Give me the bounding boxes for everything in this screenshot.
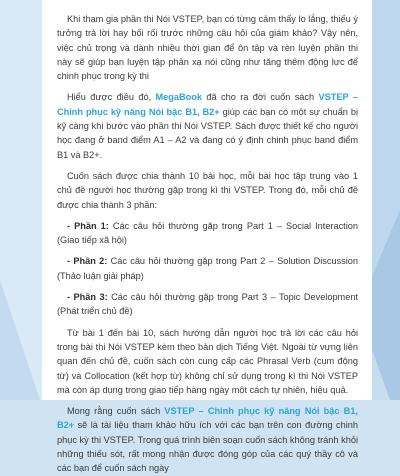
- part-3-item: - Phần 3: Các câu hỏi thường gặp trong Part 3 – Topic Development (Phát triển chủ đề): [57, 292, 358, 317]
- part-1-item: - Phần 1: Các câu hỏi thường gặp trong Part 1 – Social Interaction (Giao tiếp xã hội): [57, 220, 358, 246]
- part-1-label: - Phần 1:: [67, 220, 109, 231]
- paragraph-intro: Khi tham gia phần thi Nói VSTEP, bạn có từng cảm thấy lo lắng, thiếu ý tưởng trả lời hay bối rối trước những câu hỏi của giám khảo? Vậy nên, việc chủ trọng và dành nhiều thời gian để ôn tập và rèn luyện phần thi này sẽ giúp bạn luyện tập phản xạ nói cũng như tăng thêm động lực để chinh phục trong kỳ thi: [57, 14, 358, 82]
- document-page: [42, 0, 372, 474]
- part-2-label: - Phần 2:: [67, 256, 108, 267]
- book-title-closing: VSTEP – Chinh phục kỹ năng Nói bậc B1, B2+: [57, 406, 358, 431]
- paragraph-lessons: Từ bài 1 đến bài 10, sách hướng dẫn người học trả lời các câu hỏi trong bài thi Nói VSTEP kèm theo bản dịch Tiếng Việt. Ngoài từ vựng liên quan đến chủ đề, cuốn sách còn cung cấp các Phrasal Verb (cụm động từ) và Collocation (kết hợp từ) không chỉ sử dụng trong kì thi Nói VSTEP mà còn áp dụng trong giao tiếp hàng ngày một cách tự nhiên, hiệu quả.: [57, 327, 358, 395]
- book-title: VSTEP – Chinh phục kỹ năng Nói bậc B1, B2+: [57, 92, 359, 117]
- paragraph-closing: Mong rằng cuốn sách VSTEP – Chinh phục kỹ năng Nói bậc B1, B2+ sẽ là tài liệu tham khảo hữu ích với các bạn trên con đường chinh phục kỳ thi VSTEP. Trong quá trình biên soạn cuốn sách không tránh khỏi những thiếu sót, rất mong nhận được đóng góp của các quý thầy cô và các bạn để cuốn sách ngày: [57, 406, 358, 474]
- paragraph-book-intro: Hiểu được điều đó, MegaBook đã cho ra đời cuốn sách VSTEP – Chinh phục kỹ năng Nói bậc B1, B2+ giúp các bạn có một sự chuẩn bị kỹ càng khi bước vào phần thi Nói VSTEP. Sách được thiết kế cho người học đang ở band điểm A1 – A2 và đang có ý định chinh phục band điểm B1 và B2+.: [57, 92, 359, 160]
- part-2-item: - Phần 2: Các câu hỏi thường gặp trong Part 2 – Solution Discussion (Thảo luận giải pháp): [57, 256, 359, 281]
- brand-name: MegaBook: [155, 92, 202, 103]
- paragraph-structure: Cuốn sách được chia thành 10 bài học, mỗi bài học tập trung vào 1 chủ đề người học thường gặp trong kì thi VSTEP. Trong đó, mỗi chủ đề được chia thành 3 phần:: [57, 170, 358, 210]
- part-3-label: - Phần 3:: [67, 292, 108, 303]
- background-shape-left: [0, 280, 40, 400]
